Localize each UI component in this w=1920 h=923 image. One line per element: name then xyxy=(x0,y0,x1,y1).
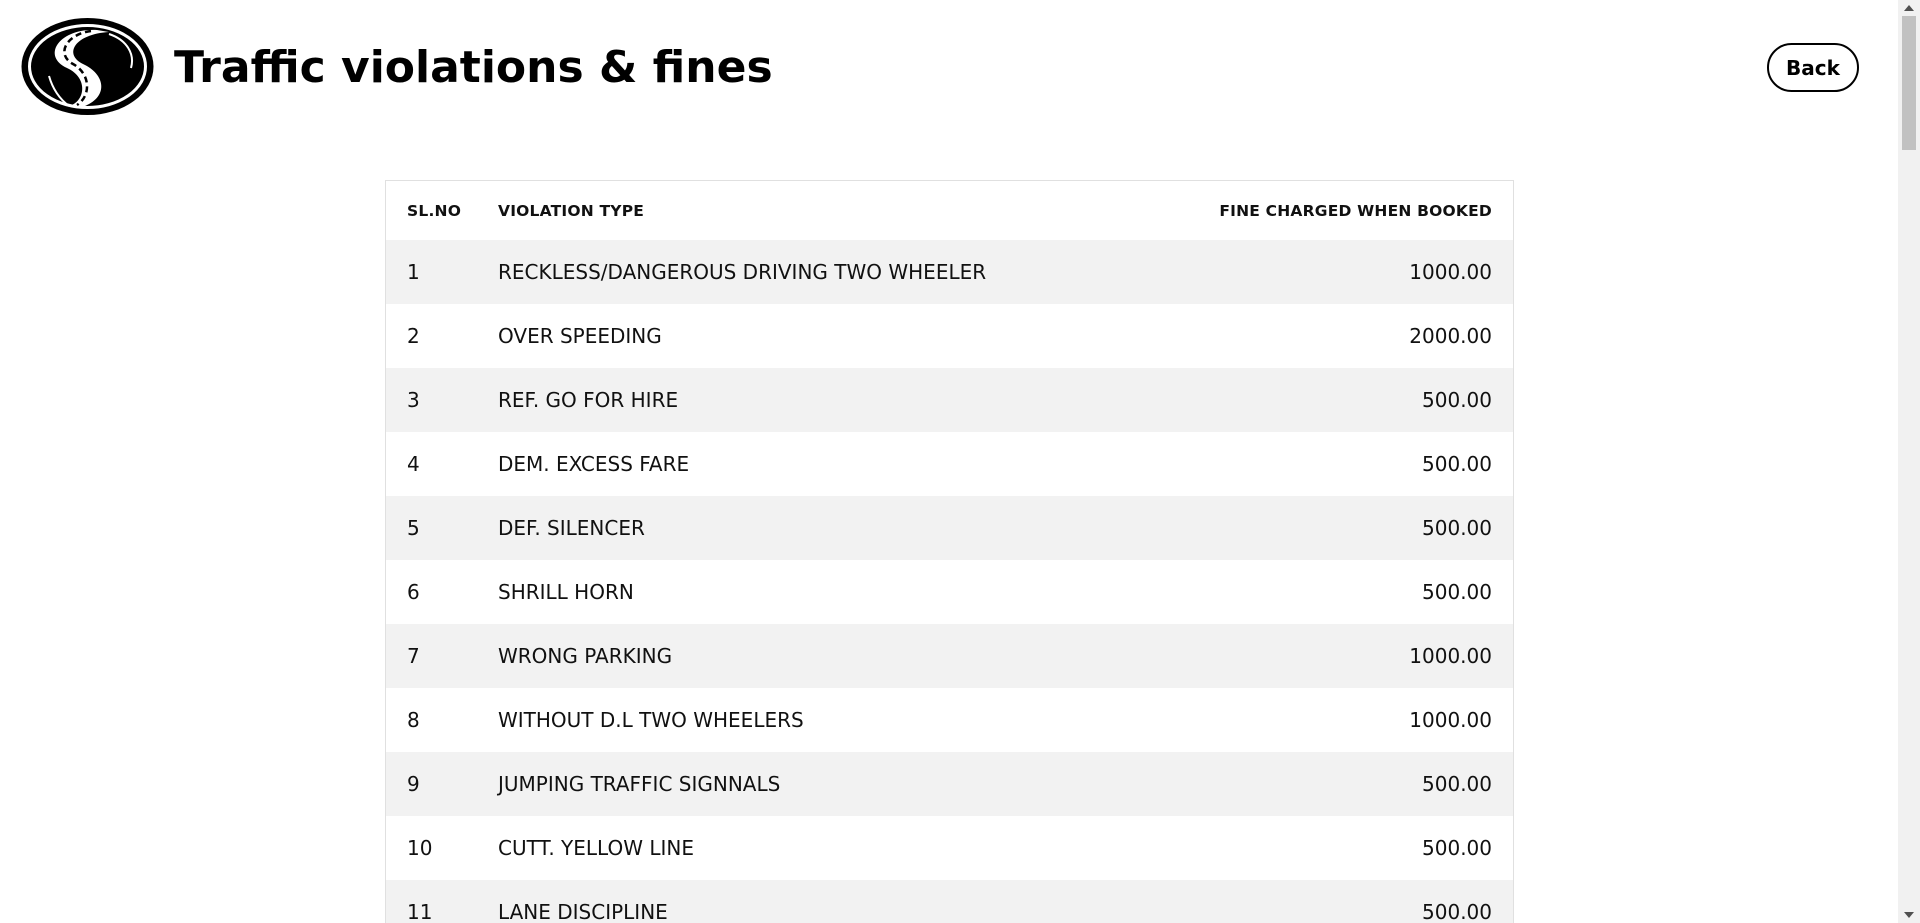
table-row xyxy=(386,432,1513,496)
table-row xyxy=(386,560,1513,624)
table-row xyxy=(386,496,1513,560)
row-sl-no: 2 xyxy=(386,304,498,368)
row-sl-no: 9 xyxy=(386,752,498,816)
table-row xyxy=(386,688,1513,752)
row-violation-type: REF. GO FOR HIRE xyxy=(498,368,1092,432)
row-fine: 500.00 xyxy=(1092,752,1513,816)
table-row xyxy=(386,304,1513,368)
row-fine: 500.00 xyxy=(1092,368,1513,432)
row-violation-type: CUTT. YELLOW LINE xyxy=(498,816,1092,880)
row-fine: 2000.00 xyxy=(1092,304,1513,368)
row-sl-no: 10 xyxy=(386,816,498,880)
row-sl-no: 6 xyxy=(386,560,498,624)
row-sl-no: 3 xyxy=(386,368,498,432)
row-fine: 500.00 xyxy=(1092,432,1513,496)
table-row xyxy=(386,880,1513,923)
row-sl-no: 5 xyxy=(386,496,498,560)
row-violation-type: DEM. EXCESS FARE xyxy=(498,432,1092,496)
row-fine: 500.00 xyxy=(1092,560,1513,624)
row-violation-type: JUMPING TRAFFIC SIGNNALS xyxy=(498,752,1092,816)
back-button[interactable]: Back xyxy=(1767,43,1859,92)
page-header xyxy=(0,0,1898,140)
road-logo-icon xyxy=(19,16,156,117)
header-fine: FINE CHARGED WHEN BOOKED xyxy=(1092,181,1513,240)
row-sl-no: 11 xyxy=(386,880,498,923)
table-header-row xyxy=(386,181,1513,240)
row-sl-no: 1 xyxy=(386,240,498,304)
page-title: Traffic violations & fines xyxy=(174,42,773,93)
row-fine: 1000.00 xyxy=(1092,688,1513,752)
row-violation-type: LANE DISCIPLINE xyxy=(498,880,1092,923)
row-violation-type: DEF. SILENCER xyxy=(498,496,1092,560)
violations-table xyxy=(386,181,1513,923)
scrollbar-thumb[interactable] xyxy=(1902,16,1916,150)
row-fine: 500.00 xyxy=(1092,880,1513,923)
row-violation-type: SHRILL HORN xyxy=(498,560,1092,624)
table-row xyxy=(386,368,1513,432)
row-sl-no: 7 xyxy=(386,624,498,688)
row-violation-type: WITHOUT D.L TWO WHEELERS xyxy=(498,688,1092,752)
vertical-scrollbar[interactable] xyxy=(1898,0,1920,923)
violations-table-container xyxy=(385,180,1514,923)
row-fine: 1000.00 xyxy=(1092,624,1513,688)
row-fine: 1000.00 xyxy=(1092,240,1513,304)
row-violation-type: WRONG PARKING xyxy=(498,624,1092,688)
row-fine: 500.00 xyxy=(1092,816,1513,880)
row-violation-type: RECKLESS/DANGEROUS DRIVING TWO WHEELER xyxy=(498,240,1092,304)
table-row xyxy=(386,752,1513,816)
row-sl-no: 4 xyxy=(386,432,498,496)
row-violation-type: OVER SPEEDING xyxy=(498,304,1092,368)
scroll-down-icon[interactable] xyxy=(1898,907,1920,923)
row-sl-no: 8 xyxy=(386,688,498,752)
table-row xyxy=(386,816,1513,880)
table-row xyxy=(386,240,1513,304)
table-row xyxy=(386,624,1513,688)
scroll-up-icon[interactable] xyxy=(1898,0,1920,16)
row-fine: 500.00 xyxy=(1092,496,1513,560)
header-violation-type: VIOLATION TYPE xyxy=(498,181,1092,240)
header-sl-no: SL.NO xyxy=(386,181,498,240)
